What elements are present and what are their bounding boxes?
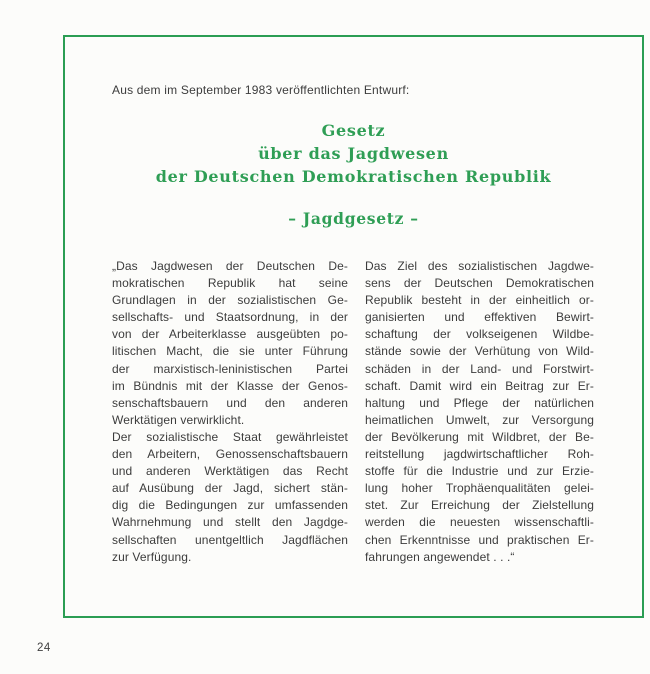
title-subtitle: – Jagdgesetz – <box>288 209 419 228</box>
text-line: „Das Jagdwesen der Deutschen De- <box>112 259 348 273</box>
text-line: Werktätigen verwirklicht. <box>112 412 245 427</box>
text-line: Der sozialistische Staat gewährleistet <box>112 429 348 444</box>
text-line: reitstellung jagdwirtschaftlicher Roh- <box>365 447 594 462</box>
text-line: Republik besteht in der einheitlich or- <box>365 293 594 308</box>
page-number: 24 <box>37 642 51 654</box>
text-line: den Arbeitern, Genossenschaftsbauern <box>112 447 348 462</box>
title-line-3: der Deutschen Demokratischen Republik <box>155 167 552 186</box>
text-line: haltung und Pflege der natürlichen <box>365 395 594 410</box>
text-line: der Bevölkerung mit Wildbret, der Be- <box>365 429 594 444</box>
right-text-column <box>365 258 594 566</box>
intro-line: Aus dem im September 1983 veröffentlichten Entwurf: <box>112 83 410 97</box>
left-text-column <box>112 258 348 566</box>
text-line: lung hoher Trophäenqualitäten gelei- <box>365 481 594 496</box>
text-line: schaftung der volkseigenen Wildbe- <box>365 327 594 342</box>
text-line: sellschafts- und Staatsordnung, in der <box>112 310 348 325</box>
text-line: heimatlichen Umwelt, zur Versorgung <box>365 412 594 427</box>
text-line: chen Erkenntnisse und praktischen Er- <box>365 532 594 547</box>
text-line: fahrungen angewendet . . .“ <box>365 549 515 564</box>
text-line: der marxistisch-leninistischen Partei <box>112 361 348 376</box>
text-line: Grundlagen in der sozialistischen Ge- <box>112 293 348 308</box>
text-line: sellschaften unentgeltlich Jagdflächen <box>112 532 348 547</box>
text-line: senschaftsbauern und den anderen <box>112 395 348 410</box>
text-line: litischen Macht, die sie unter Führung <box>112 344 348 359</box>
text-line: schaft. Damit wird ein Beitrag zur Er- <box>365 378 594 393</box>
text-line: Wahrnehmung und stellt den Jagdge- <box>112 515 348 530</box>
text-line: ganisierten und effektiven Bewirt- <box>365 310 594 325</box>
text-line: und anderen Werktätigen das Recht <box>112 464 348 479</box>
text-line: stoffe für die Industrie und zur Erzie- <box>365 464 594 479</box>
title-block <box>65 119 642 229</box>
text-line: Das Ziel des sozialistischen Jagdwe- <box>365 259 594 273</box>
text-line: stet. Zur Erreichung der Zielstellung <box>365 498 594 513</box>
text-line: im Bündnis mit der Klasse der Genos- <box>112 378 348 393</box>
text-line: dig die Bedingungen zur umfassenden <box>112 498 348 513</box>
title-line-1: Gesetz <box>321 121 386 140</box>
text-line: von der Arbeiterklasse ausgeübten po- <box>112 327 348 342</box>
text-line: zur Verfügung. <box>112 549 192 564</box>
text-line: werden die neuesten wissenschaftli- <box>365 515 594 530</box>
text-line: sens der Deutschen Demokratischen <box>365 276 594 291</box>
text-line: stände sowie der Verhütung von Wild- <box>365 344 594 359</box>
text-line: mokratischen Republik hat seine <box>112 276 348 291</box>
text-line: schäden in der Land- und Forstwirt- <box>365 361 594 376</box>
title-line-2: über das Jagdwesen <box>258 144 449 163</box>
text-line: auf Ausübung der Jagd, sichert stän- <box>112 481 348 496</box>
